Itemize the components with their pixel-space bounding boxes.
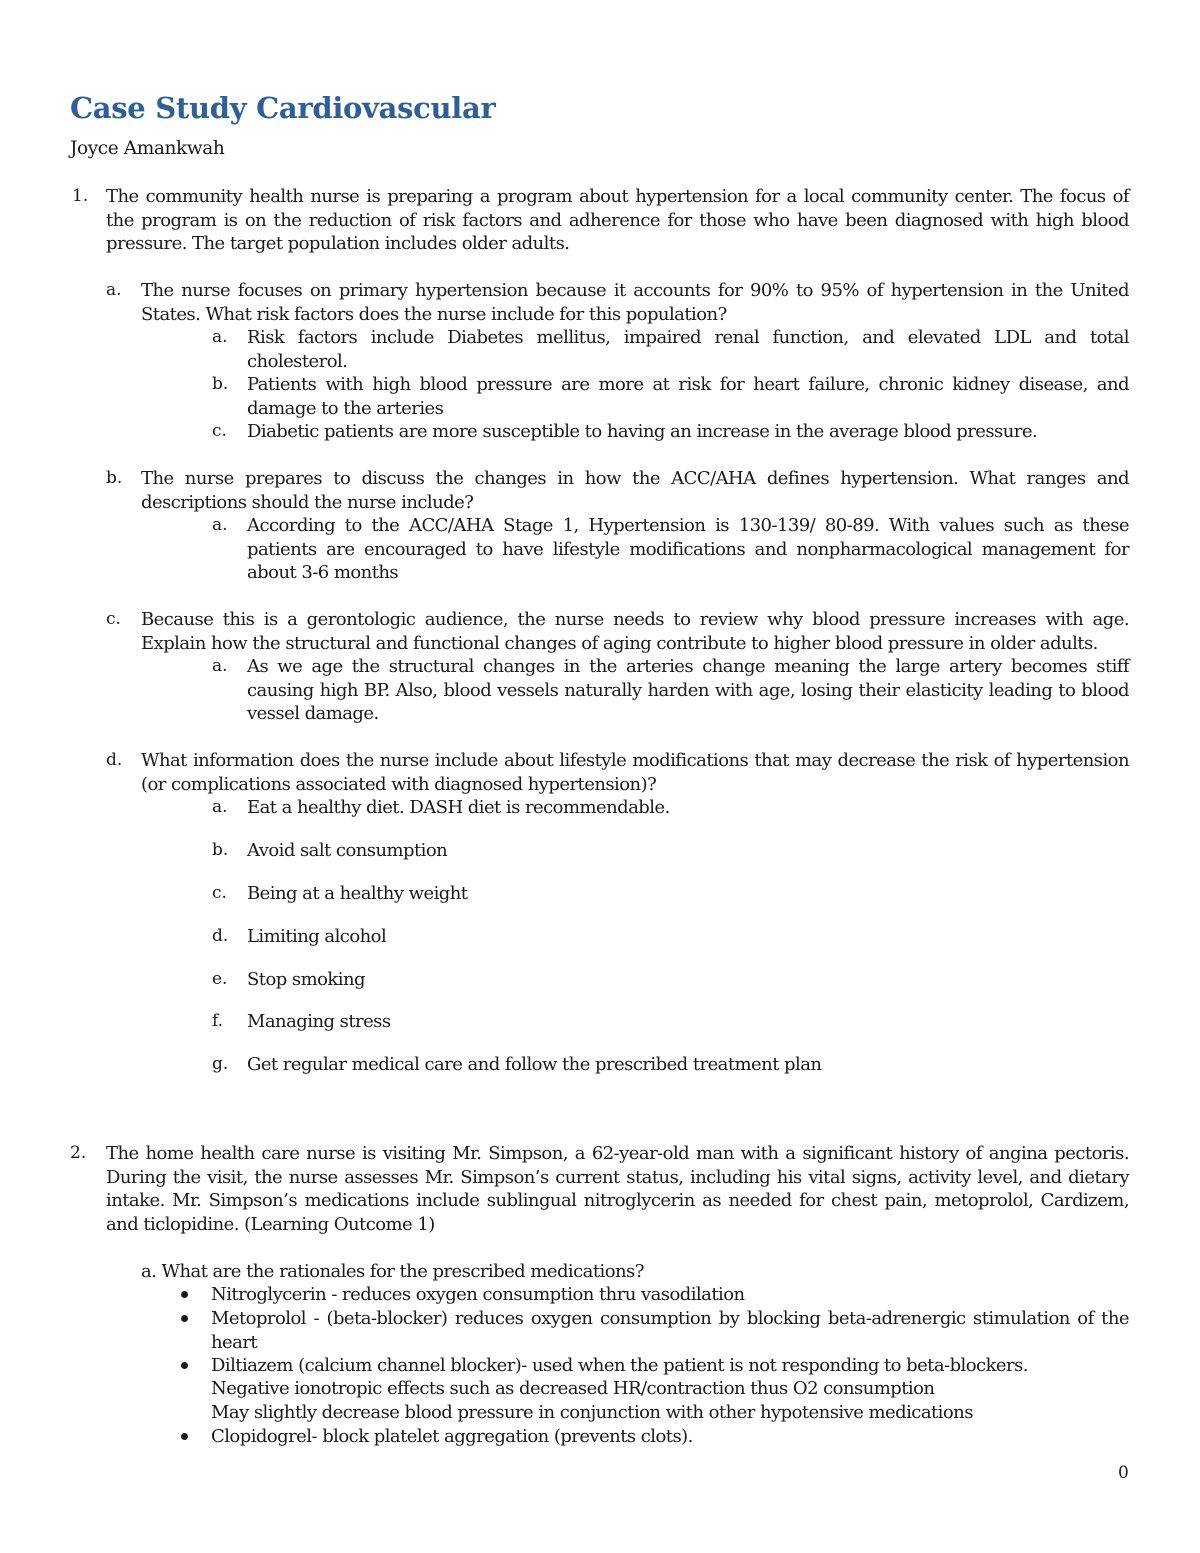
answer-1d-d: Limiting alcohol	[247, 926, 387, 947]
question-1c-text: Because this is a gerontologic audience, the nurse needs to review why blood pressure increases with age. Explain how the structural and functional changes of aging contribute to higher blood pressure in older adults.	[141, 609, 1129, 654]
bullet-dot	[181, 1362, 188, 1369]
answer-1d-a-marker: a.	[212, 797, 228, 817]
answer-1d-b-marker: b.	[212, 840, 229, 860]
medication-metoprolol: Metoprolol - (beta-blocker) reduces oxygen consumption by blocking beta-adrenergic stimulation of the heart	[211, 1308, 1129, 1353]
medication-nitroglycerin: Nitroglycerin - reduces oxygen consumption thru vasodilation	[211, 1284, 745, 1305]
bullet-dot	[181, 1291, 188, 1298]
question-1c-marker: c.	[106, 609, 121, 629]
answer-1d-c-marker: c.	[212, 883, 227, 903]
question-1-number: 1.	[72, 186, 89, 206]
answer-1d-g-marker: g.	[212, 1054, 229, 1074]
answer-1c-a: As we age the structural changes in the arteries change meaning the large artery becomes stiff causing high BP. Also, blood vessels naturally harden with age, losing their elasticity leading to blood vessel damage.	[247, 656, 1129, 724]
answer-1c-a-marker: a.	[212, 656, 228, 676]
answer-1a-b: Patients with high blood pressure are more at risk for heart failure, chronic kidney disease, and damage to the arteries	[247, 374, 1129, 419]
author-name: Joyce Amankwah	[70, 138, 225, 159]
answer-1d-g: Get regular medical care and follow the prescribed treatment plan	[247, 1054, 822, 1075]
answer-1a-a: Risk factors include Diabetes mellitus, impaired renal function, and elevated LDL and total cholesterol.	[247, 327, 1129, 372]
answer-1d-e-marker: e.	[212, 969, 228, 989]
answer-1a-a-marker: a.	[212, 327, 228, 347]
medication-diltiazem: Diltiazem (calcium channel blocker)- used when the patient is not responding to beta-blockers.	[211, 1355, 1028, 1376]
question-1b-marker: b.	[106, 468, 123, 488]
answer-1d-f: Managing stress	[247, 1011, 391, 1032]
document-title: Case Study Cardiovascular	[70, 91, 496, 125]
answer-1d-e: Stop smoking	[247, 969, 365, 990]
answer-1d-b: Avoid salt consumption	[247, 840, 448, 861]
answer-1d-d-marker: d.	[212, 926, 229, 946]
bullet-dot	[181, 1433, 188, 1440]
question-1d-text: What information does the nurse include about lifestyle modifications that may decrease the risk of hypertension (or complications associated with diagnosed hypertension)?	[141, 750, 1129, 795]
diltiazem-note-1: Negative ionotropic effects such as decreased HR/contraction thus O2 consumption	[211, 1378, 935, 1399]
page-number: 0	[1118, 1463, 1129, 1483]
diltiazem-note-2: May slightly decrease blood pressure in conjunction with other hypotensive medications	[211, 1402, 973, 1423]
answer-1d-a: Eat a healthy diet. DASH diet is recommendable.	[247, 797, 670, 818]
answer-1d-f-marker: f.	[212, 1011, 224, 1031]
answer-1a-c: Diabetic patients are more susceptible to having an increase in the average blood pressure.	[247, 421, 1038, 442]
answer-1a-b-marker: b.	[212, 374, 229, 394]
question-2a-text: a. What are the rationales for the prescribed medications?	[141, 1261, 644, 1282]
question-2-number: 2.	[70, 1143, 87, 1163]
answer-1b-a: According to the ACC/AHA Stage 1, Hypertension is 130-139/ 80-89. With values such as these patients are encouraged to have lifestyle modifications and nonpharmacological management for about 3-6 months	[247, 515, 1129, 583]
question-2-text: The home health care nurse is visiting Mr. Simpson, a 62-year-old man with a significant history of angina pectoris. During the visit, the nurse assesses Mr. Simpson’s current status, including his vital signs, activity level, and dietary intake. Mr. Simpson’s medications include sublingual nitroglycerin as needed for chest pain, metoprolol, Cardizem, and ticlopidine. (Learning Outcome 1)	[106, 1143, 1129, 1235]
answer-1b-a-marker: a.	[212, 515, 228, 535]
question-1a-marker: a.	[106, 280, 122, 300]
question-1a-text: The nurse focuses on primary hypertension because it accounts for 90% to 95% of hypertension in the United States. What risk factors does the nurse include for this population?	[141, 280, 1129, 325]
answer-1d-c: Being at a healthy weight	[247, 883, 468, 904]
medication-clopidogrel: Clopidogrel- block platelet aggregation (prevents clots).	[211, 1426, 693, 1447]
bullet-dot	[181, 1315, 188, 1322]
question-1b-text: The nurse prepares to discuss the changes in how the ACC/AHA defines hypertension. What ranges and descriptions should the nurse include?	[141, 468, 1129, 513]
answer-1a-c-marker: c.	[212, 421, 227, 441]
question-1-text: The community health nurse is preparing a program about hypertension for a local community center. The focus of the program is on the reduction of risk factors and adherence for those who have been diagnosed with high blood pressure. The target population includes older adults.	[106, 186, 1129, 254]
question-1d-marker: d.	[106, 750, 123, 770]
